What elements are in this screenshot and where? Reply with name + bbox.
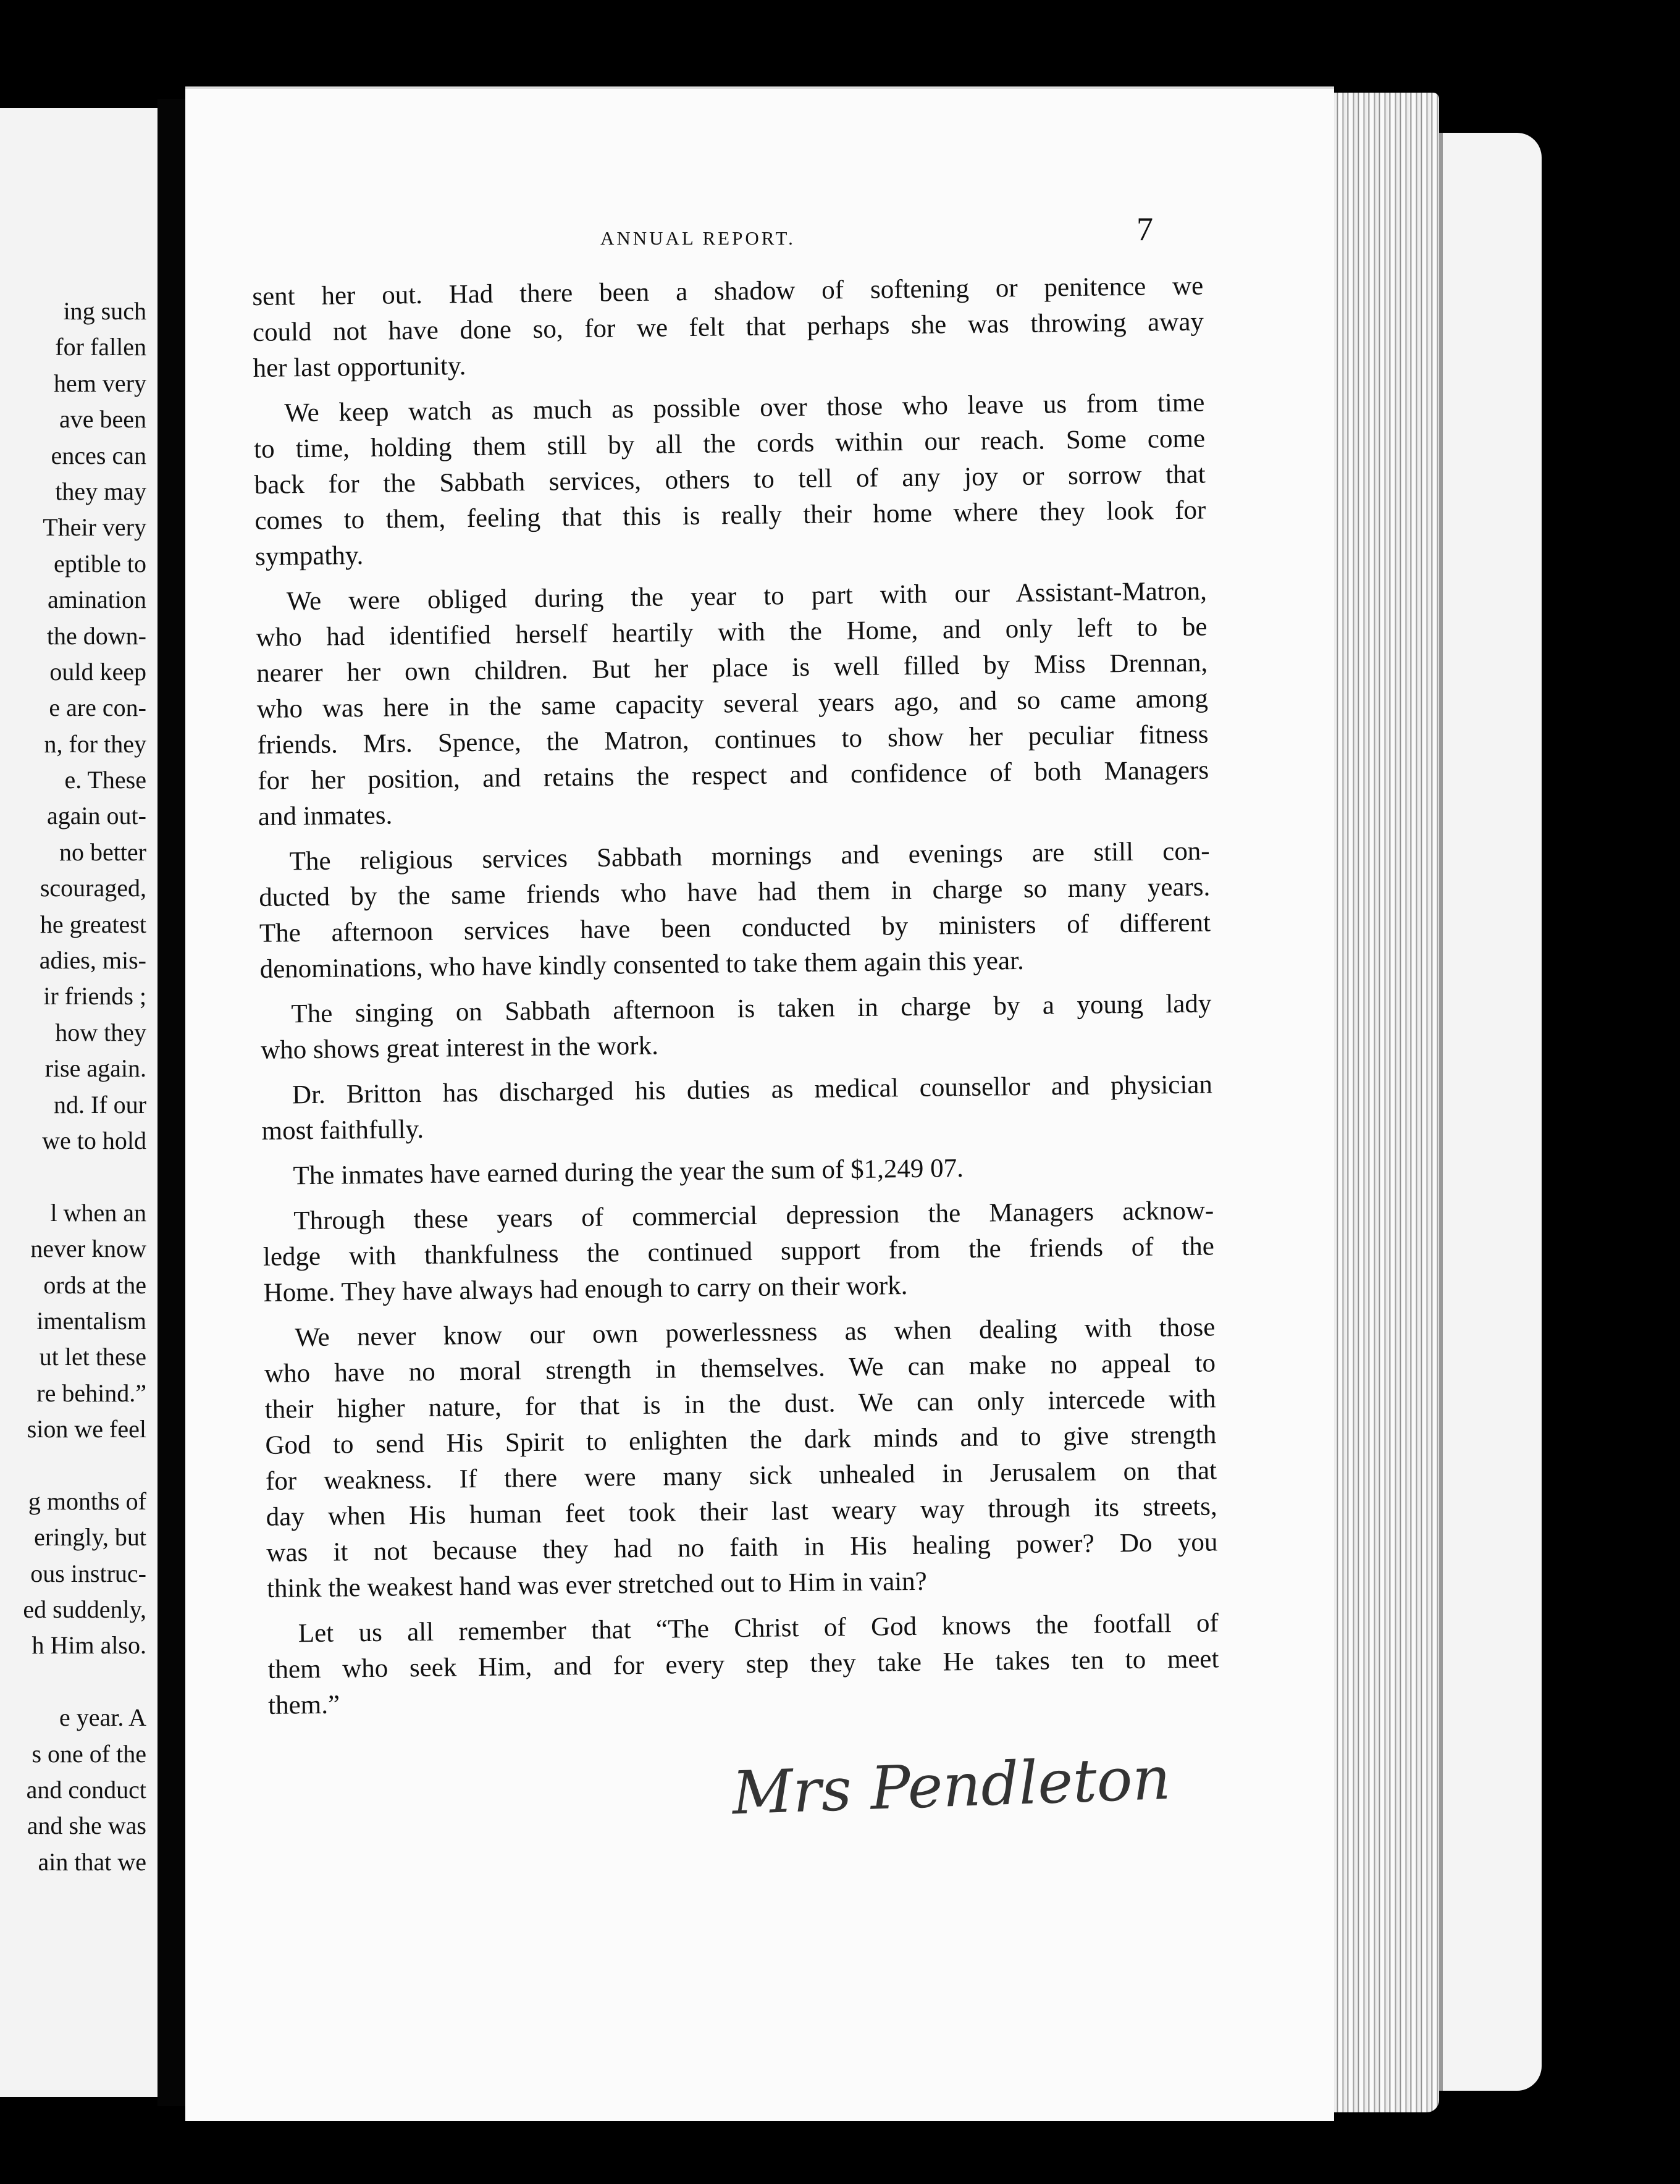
left-page-line: re behind.” [36,1379,146,1407]
text-line: who was here in the same capacity several years ago, and so came among [256,684,1209,724]
book-binding [158,99,185,2106]
text-line: was it not because they had no faith in His healing power? Do you [266,1527,1218,1568]
text-line: to time, holding them still by all the cords within our reach. Some come [253,424,1206,464]
text-line: who have no moral strength in themselves. We can make no appeal to [264,1348,1216,1388]
left-page-line: ords at the [43,1270,146,1299]
text-line: We never know our own powerlessness as when dealing with those [295,1312,1216,1353]
left-page-line: nd. If our [54,1090,146,1119]
paragraph [261,1067,1213,1149]
text-line: The religious services Sabbath mornings and evenings are still con- [289,836,1210,876]
text-line: sent her out. Had there been a shadow of softening or penitence we [252,271,1204,311]
left-page-line: ed suddenly, [23,1595,146,1624]
text-line: most faithfully. [261,1114,424,1146]
text-line: nearer her own children. But her place is well filled by Miss Drennan, [256,648,1208,688]
paragraph [256,573,1210,834]
left-page-line: l when an [50,1198,146,1227]
text-line: The singing on Sabbath afternoon is taken in charge by a young lady [291,989,1212,1029]
paragraph [260,986,1212,1068]
text-line: We were obliged during the year to part with our Assistant-Matron, [286,576,1208,616]
left-page-line: e. These [64,766,146,794]
left-page-line: h Him also. [32,1631,146,1660]
left-page-line: e are con- [49,694,146,722]
left-page-line: imentalism [36,1306,146,1335]
left-page-line: hem very [54,369,146,397]
text-line: sympathy. [254,540,364,571]
paragraph [252,269,1204,387]
text-line: could not have done so, for we felt that perhaps she was throwing away [252,307,1204,347]
text-line: Through these years of commercial depression the Managers acknow- [293,1196,1214,1236]
text-line: ducted by the same friends who have had them in charge so many years. [259,872,1211,912]
paragraph [253,385,1206,575]
paragraph [262,1148,1214,1194]
text-line: day when His human feet took their last weary way through its streets, [266,1492,1217,1532]
left-page-line: eringly, but [34,1523,146,1552]
left-page-line: ut let these [39,1343,146,1371]
text-line: back for the Sabbath services, others to tell of any joy or sorrow that [254,460,1206,500]
paragraph [264,1309,1218,1606]
text-line: ledge with thankfulness the continued support from the friends of the [262,1232,1215,1272]
text-line: Let us all remember that “The Christ of God knows the footfall of [298,1608,1219,1648]
text-line: who shows great interest in the work. [260,1031,659,1065]
left-page-line: rise again. [44,1054,146,1083]
left-page-line: no better [59,838,146,866]
left-page-line: again out- [46,802,146,830]
left-page-line: adies, mis- [39,946,146,975]
left-page-text [0,293,158,1880]
left-page-line: s one of the [32,1739,146,1768]
left-page-line: how they [55,1018,146,1046]
text-line: Dr. Britton has discharged his duties as medical counsellor and physician [292,1070,1213,1110]
text-line: and inmates. [258,800,393,831]
back-cover [1439,133,1542,2091]
text-line: who had identified herself heartily with the Home, and only left to be [256,612,1208,652]
left-page-line: ain that we [38,1847,146,1876]
text-line: them.” [267,1690,340,1720]
left-page-line: scouraged, [40,874,146,902]
left-page-line: they may [55,477,146,505]
text-line: her last opportunity. [253,351,466,383]
left-page-line: e year. A [59,1703,146,1732]
left-page-line: ir friends ; [43,982,146,1010]
text-line: for her position, and retains the respect and confidence of both Managers [257,755,1209,796]
text-line: The inmates have earned during the year the sum of $1,249 07. [293,1154,964,1191]
text-line: them who seek Him, and for every step they take He takes ten to meet [267,1644,1219,1684]
left-page-line: ous instruc- [30,1559,146,1587]
left-page-gap [0,1159,158,1195]
left-page-line: amination [48,586,146,614]
text-line: comes to them, feeling that this is really their home where they look for [254,495,1206,536]
page-edges [1328,93,1439,2112]
text-line: friends. Mrs. Spence, the Matron, continues to show her peculiar fitness [257,720,1209,760]
left-page-line: ave been [59,405,146,434]
left-page-line: ences can [51,441,146,469]
text-line: for weakness. If there were many sick unhealed in Jerusalem on that [265,1456,1217,1496]
left-page-line: we to hold [42,1126,146,1154]
text-line: denominations, who have kindly consented to take them again this year. [259,946,1025,984]
left-page-line: he greatest [40,910,146,938]
left-page-line: ing such [63,297,146,325]
left-page-line: eptible to [54,549,146,578]
running-head: ANNUAL REPORT. [600,227,796,249]
paragraph [258,833,1211,987]
text-line: We keep watch as much as possible over those who leave us from time [284,388,1205,428]
paragraph [267,1605,1220,1723]
left-page-line: n, for they [44,729,146,758]
page-number: 7 [1136,211,1153,248]
paragraph [262,1193,1215,1311]
left-page-line: g months of [28,1487,146,1515]
text-line: their higher nature, for that is in the dust. We can only intercede with [264,1384,1216,1424]
text-line: think the weakest hand was ever stretched out to Him in vain? [266,1566,927,1603]
text-line: The afternoon services have been conducted by ministers of different [259,908,1211,948]
text-line: Home. They have always had enough to carry on their work. [263,1271,908,1308]
left-page-line: and she was [27,1812,146,1840]
report-text [252,269,1220,1733]
left-page-gap [0,1448,158,1484]
left-page-line: and conduct [26,1776,146,1804]
left-page-line: sion we feel [27,1415,146,1443]
left-page-line: never know [30,1235,146,1263]
left-page-gap [0,1664,158,1700]
text-line: God to send His Spirit to enlighten the dark minds and to give strength [265,1420,1217,1460]
left-page-line: Their very [43,513,146,542]
left-page-line: ould keep [49,657,146,686]
left-page [0,108,158,2097]
left-page-line: for fallen [55,333,146,361]
left-page-line: the down- [46,621,146,650]
